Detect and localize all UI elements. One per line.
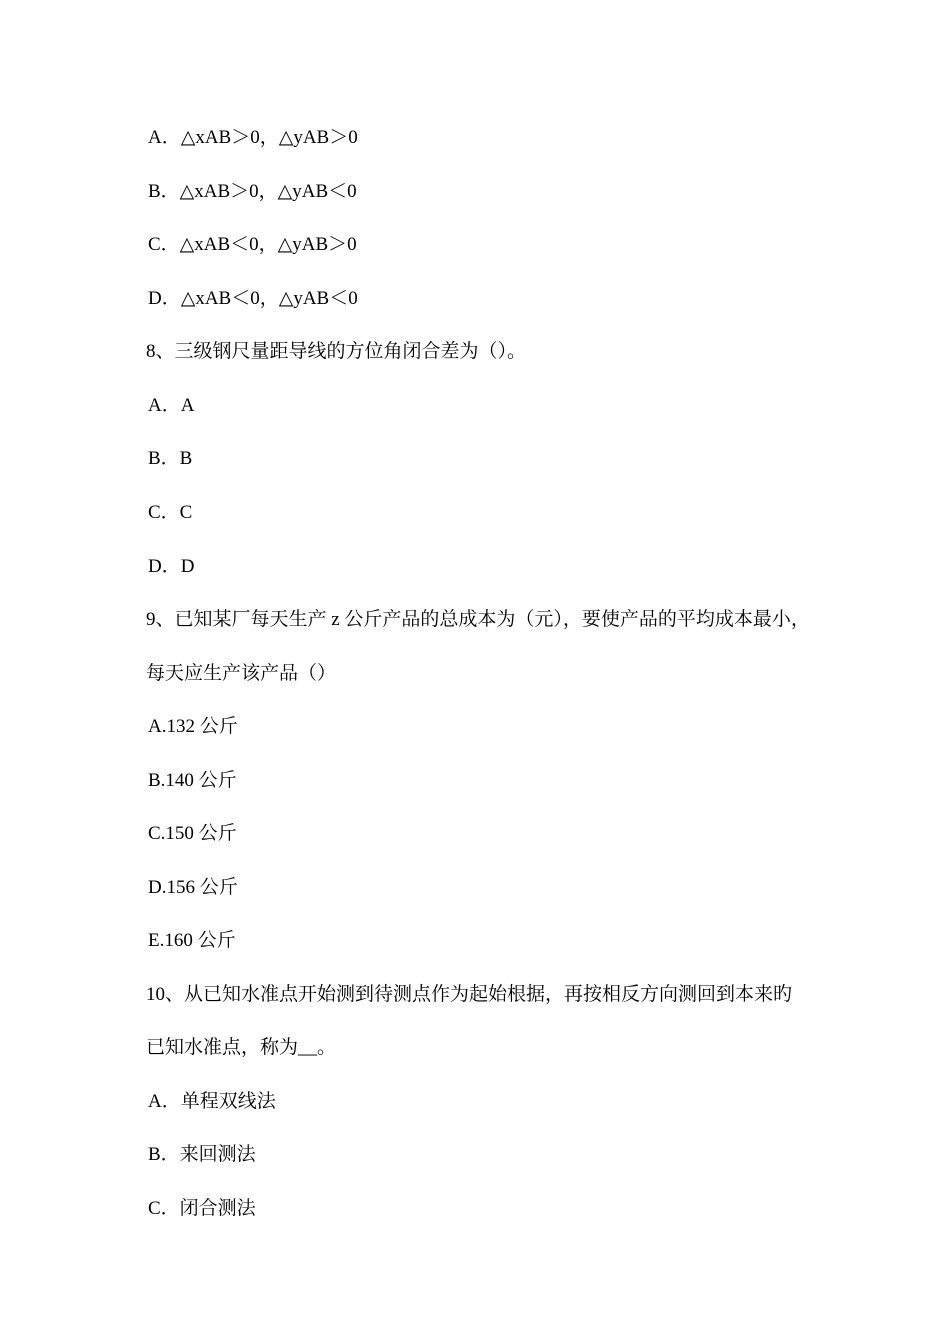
q9-option-e: E.160 公斤 (148, 930, 236, 951)
q10-stem-line1: 10、从已知水准点开始测到待测点作为起始根据，再按相反方向测回到本来旳 (146, 984, 793, 1005)
q9-stem-line1: 9、已知某厂每天生产 z 公斤产品的总成本为（元），要使产品的平均成本最小， (146, 609, 810, 630)
q8-option-c: C．C (148, 502, 193, 523)
q7-option-d: D．△xAB＜0，△yAB＜0 (148, 288, 358, 309)
q9-option-d: D.156 公斤 (148, 877, 238, 898)
q8-option-a: A．A (148, 395, 195, 416)
q8-option-d: D．D (148, 556, 195, 577)
q10-option-c: C．闭合测法 (148, 1198, 256, 1219)
q7-option-c: C．△xAB＜0，△yAB＞0 (148, 234, 357, 255)
q9-stem-line2: 每天应生产该产品（） (146, 663, 337, 684)
q9-option-b: B.140 公斤 (148, 770, 237, 791)
q7-option-b: B．△xAB＞0，△yAB＜0 (148, 181, 357, 202)
q9-option-a: A.132 公斤 (148, 716, 238, 737)
q8-option-b: B．B (148, 448, 193, 469)
q8-stem: 8、三级钢尺量距导线的方位角闭合差为（）。 (146, 341, 527, 362)
q10-option-b: B．来回测法 (148, 1144, 256, 1165)
q10-option-a: A．单程双线法 (148, 1091, 276, 1112)
q10-stem-line2: 已知水准点，称为__。 (146, 1037, 337, 1058)
q9-option-c: C.150 公斤 (148, 823, 237, 844)
q7-option-a: A．△xAB＞0，△yAB＞0 (148, 127, 358, 148)
